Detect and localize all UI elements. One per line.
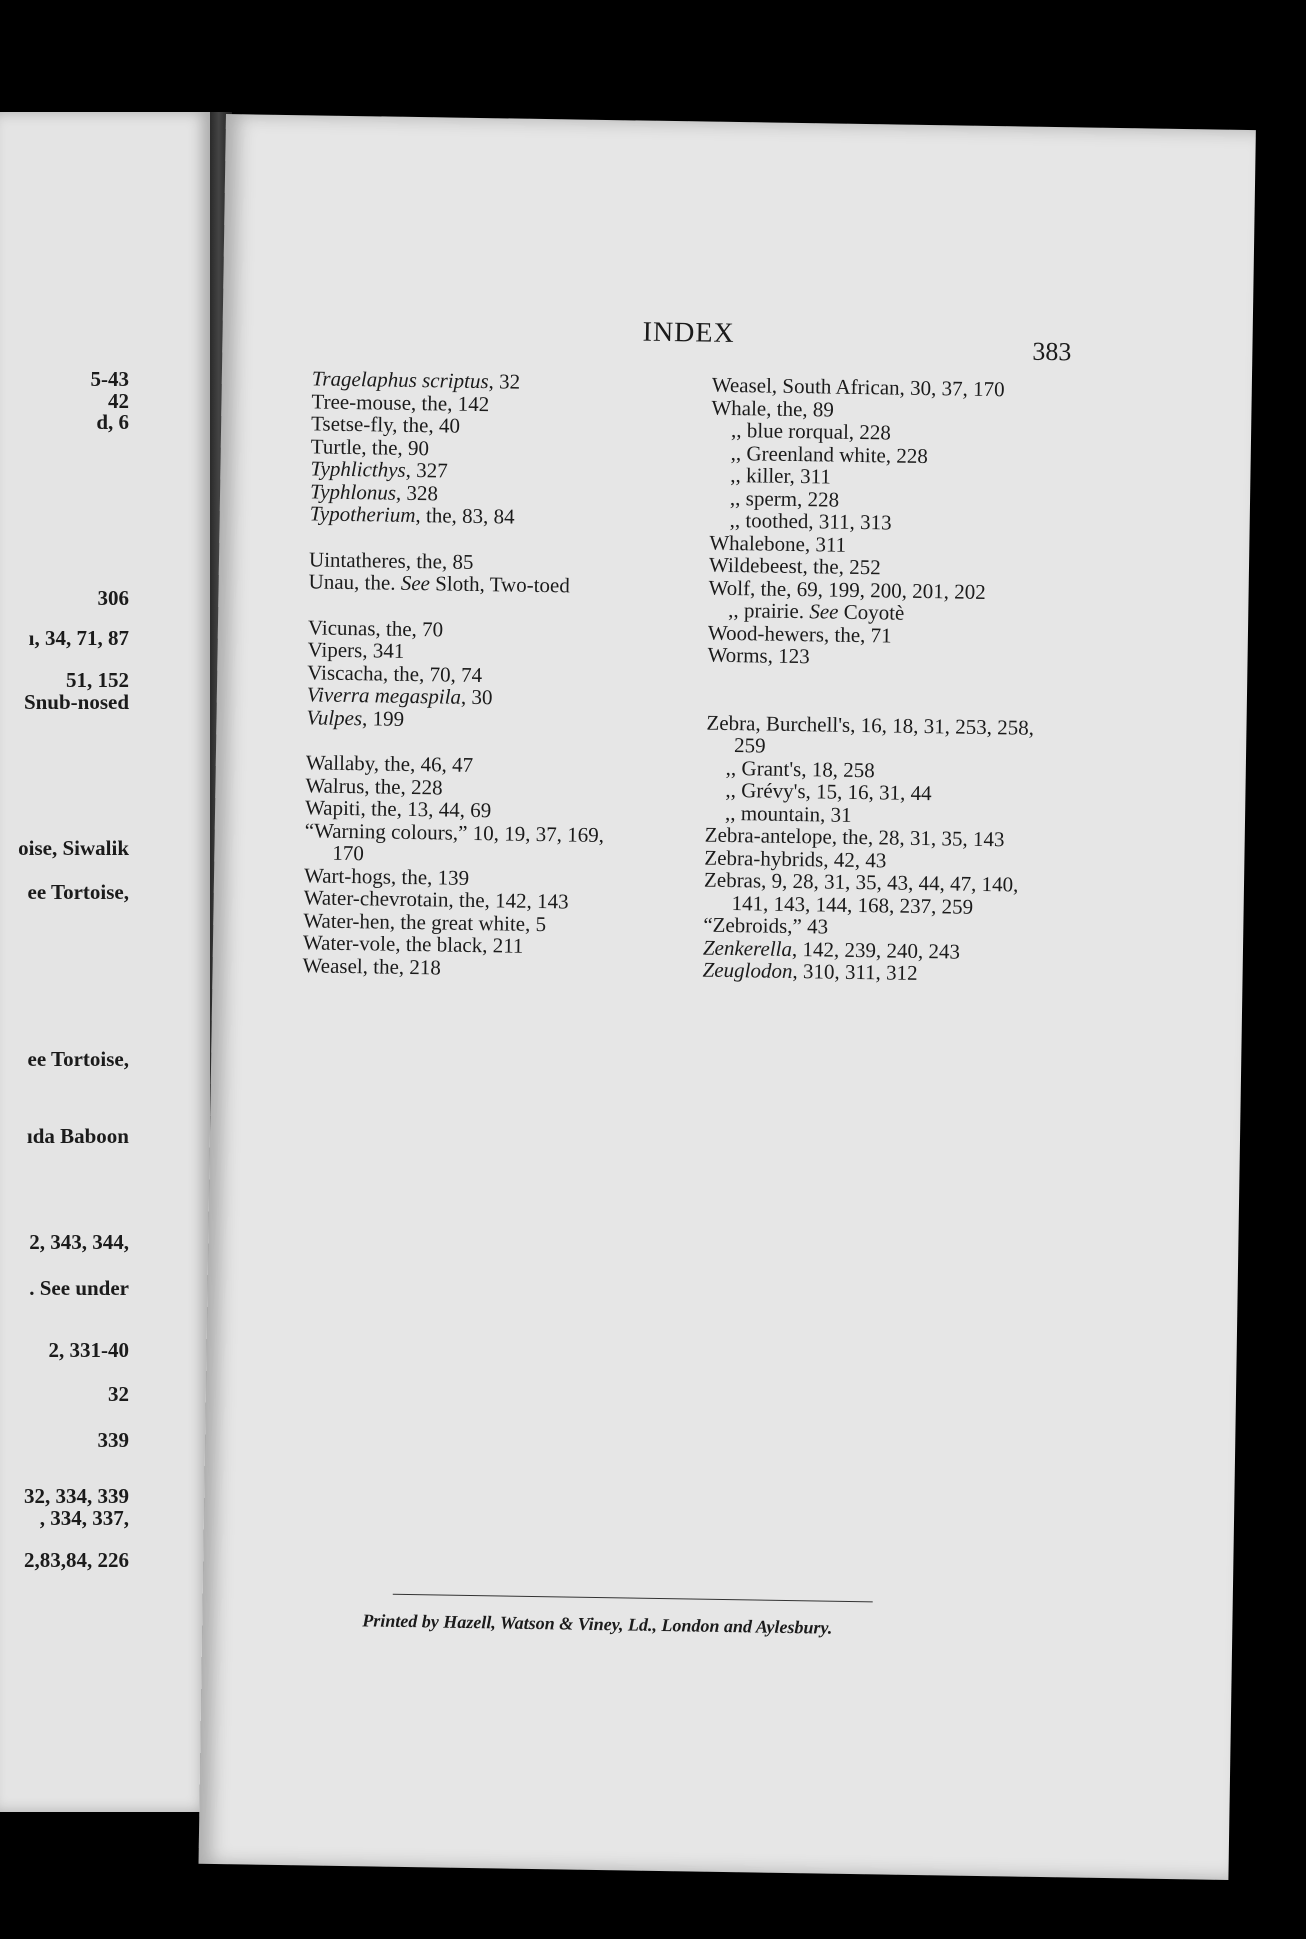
entry-text: Viscacha, the, 70, 74 <box>307 659 483 687</box>
entry-text: Wood-hewers, the, 71 <box>707 620 892 648</box>
page-header <box>223 310 1253 367</box>
entry-text: Zebras, 9, 28, 31, 35, 43, 44, 47, 140, <box>703 867 1019 897</box>
left-page-fragment: 32 <box>108 1382 129 1406</box>
entry-text: ,, prairie. <box>728 597 810 624</box>
entry-text: Zebra-antelope, the, 28, 31, 35, 143 <box>704 822 1005 852</box>
entry-text: Zebra-hybrids, 42, 43 <box>704 845 887 872</box>
left-page-fragment: ee Tortoise, <box>27 1047 129 1071</box>
entry-text: Worms, 123 <box>707 642 810 669</box>
entry-text: ,, toothed, 311, 313 <box>729 507 892 535</box>
left-page-fragment: 42 <box>108 389 129 413</box>
left-page-fragment: 5-43 <box>90 367 129 391</box>
left-page-fragment: 32, 334, 339 <box>24 1484 129 1508</box>
entry-text: ,, mountain, 31 <box>724 800 852 827</box>
left-page-fragment: 306 <box>97 586 129 610</box>
entry-text: Wapiti, the, 13, 44, 69 <box>304 795 492 823</box>
italic-term: Typhlicthys <box>310 456 406 482</box>
left-page-fragment: , 334, 337, <box>39 1506 129 1530</box>
left-page-fragment: oise, Siwalik <box>18 836 129 860</box>
entry-text: Water-chevrotain, the, 142, 143 <box>303 885 569 914</box>
left-page-fragment: . See under <box>29 1276 129 1300</box>
entry-text: Tsetse-fly, the, 40 <box>310 411 461 438</box>
entry-text: , 142, 239, 240, 243 <box>791 936 961 964</box>
left-page-fragment: 339 <box>97 1428 129 1452</box>
italic-term: Typotherium <box>309 501 416 528</box>
entry-text: , 30 <box>460 684 493 710</box>
entry-text: ,, Grant's, 18, 258 <box>725 755 875 782</box>
italic-term: Viverra megaspila <box>306 682 462 709</box>
entry-text: , 328 <box>395 480 439 505</box>
italic-term: Tragelaphus scriptus <box>311 366 489 394</box>
entry-text: Whale, the, 89 <box>711 395 835 422</box>
entry-text: ,, sperm, 228 <box>729 485 840 512</box>
left-page-fragment: ıda Baboon <box>26 1124 129 1148</box>
italic-term: Vulpes <box>306 704 363 730</box>
index-column-left <box>302 367 692 982</box>
entry-text: Whalebone, 311 <box>709 530 847 557</box>
entry-text: Water-vole, the black, 211 <box>302 930 524 958</box>
entry-text: Weasel, South African, 30, 37, 170 <box>711 372 1005 402</box>
italic-term: Typhlonus <box>309 478 397 505</box>
entry-text: , 310, 311, 312 <box>792 959 918 985</box>
entry-text: Weasel, the, 218 <box>302 952 442 979</box>
left-page-fragment: 51, 152 <box>66 668 129 692</box>
left-page-fragment: d, 6 <box>96 410 129 434</box>
left-page-fragment: ee Tortoise, <box>27 880 129 904</box>
entry-text: 170 <box>332 840 365 866</box>
entry-text: “Zebroids,” 43 <box>703 912 829 939</box>
left-page-fragment: 2,83,84, 226 <box>24 1548 129 1572</box>
index-entry <box>702 959 1092 988</box>
left-page <box>0 112 210 1812</box>
entry-text: Turtle, the, 90 <box>310 433 430 460</box>
italic-term: See <box>400 570 431 596</box>
right-page <box>199 114 1256 1880</box>
left-page-fragment: 2, 343, 344, <box>29 1230 129 1254</box>
entry-text: Vicunas, the, 70 <box>307 614 444 641</box>
entry-text: , 327 <box>405 457 448 483</box>
entry-text: Unau, the. <box>308 569 402 595</box>
entry-text: Sloth, Two-toed <box>429 571 571 598</box>
index-entry <box>302 954 682 982</box>
entry-text: Uintatheres, the, 85 <box>308 546 474 574</box>
entry-text: Wildebeest, the, 252 <box>708 552 881 580</box>
entry-text: Water-hen, the great white, 5 <box>303 907 547 936</box>
page-title: INDEX <box>642 316 735 350</box>
entry-text: ,, blue rorqual, 228 <box>730 417 892 445</box>
left-page-fragment: Snub-nosed <box>23 690 129 714</box>
entry-text: Coyotè <box>838 599 905 625</box>
section-gap <box>707 666 1098 717</box>
entry-text: ,, Grévy's, 15, 16, 31, 44 <box>725 777 932 806</box>
entry-text: Vipers, 341 <box>307 637 405 663</box>
entry-text: “Warning colours,” 10, 19, 37, 169, <box>304 817 605 847</box>
italic-term: Zeuglodon <box>702 957 793 984</box>
entry-text: 141, 143, 144, 168, 237, 259 <box>731 890 974 919</box>
page-number: 383 <box>1032 336 1072 367</box>
left-page-fragment: ı, 34, 71, 87 <box>28 626 129 650</box>
entry-text: , 32 <box>488 369 521 394</box>
entry-text: 259 <box>733 733 766 758</box>
entry-text: ,, killer, 311 <box>730 462 832 489</box>
printer-imprint: Printed by Hazell, Watson & Viney, Ld., London and Aylesbury. <box>362 1610 833 1638</box>
italic-term: See <box>809 599 839 624</box>
entry-text: Tree-mouse, the, 142 <box>311 388 490 416</box>
entry-text: Wallaby, the, 46, 47 <box>305 750 474 777</box>
entry-text: Walrus, the, 228 <box>305 772 443 799</box>
entry-text: ,, Greenland white, 228 <box>730 440 929 468</box>
entry-text: Wolf, the, 69, 199, 200, 201, 202 <box>708 575 986 604</box>
entry-text: Zebra, Burchell's, 16, 18, 31, 253, 258, <box>706 710 1035 740</box>
footer-rule <box>393 1594 873 1603</box>
entry-text: , the, 83, 84 <box>415 503 515 529</box>
left-page-fragment: 2, 331-40 <box>48 1338 129 1362</box>
italic-term: Zenkerella <box>702 935 793 961</box>
index-column-right <box>702 374 1101 988</box>
entry-text: Wart-hogs, the, 139 <box>303 862 470 890</box>
entry-text: , 199 <box>361 705 405 731</box>
